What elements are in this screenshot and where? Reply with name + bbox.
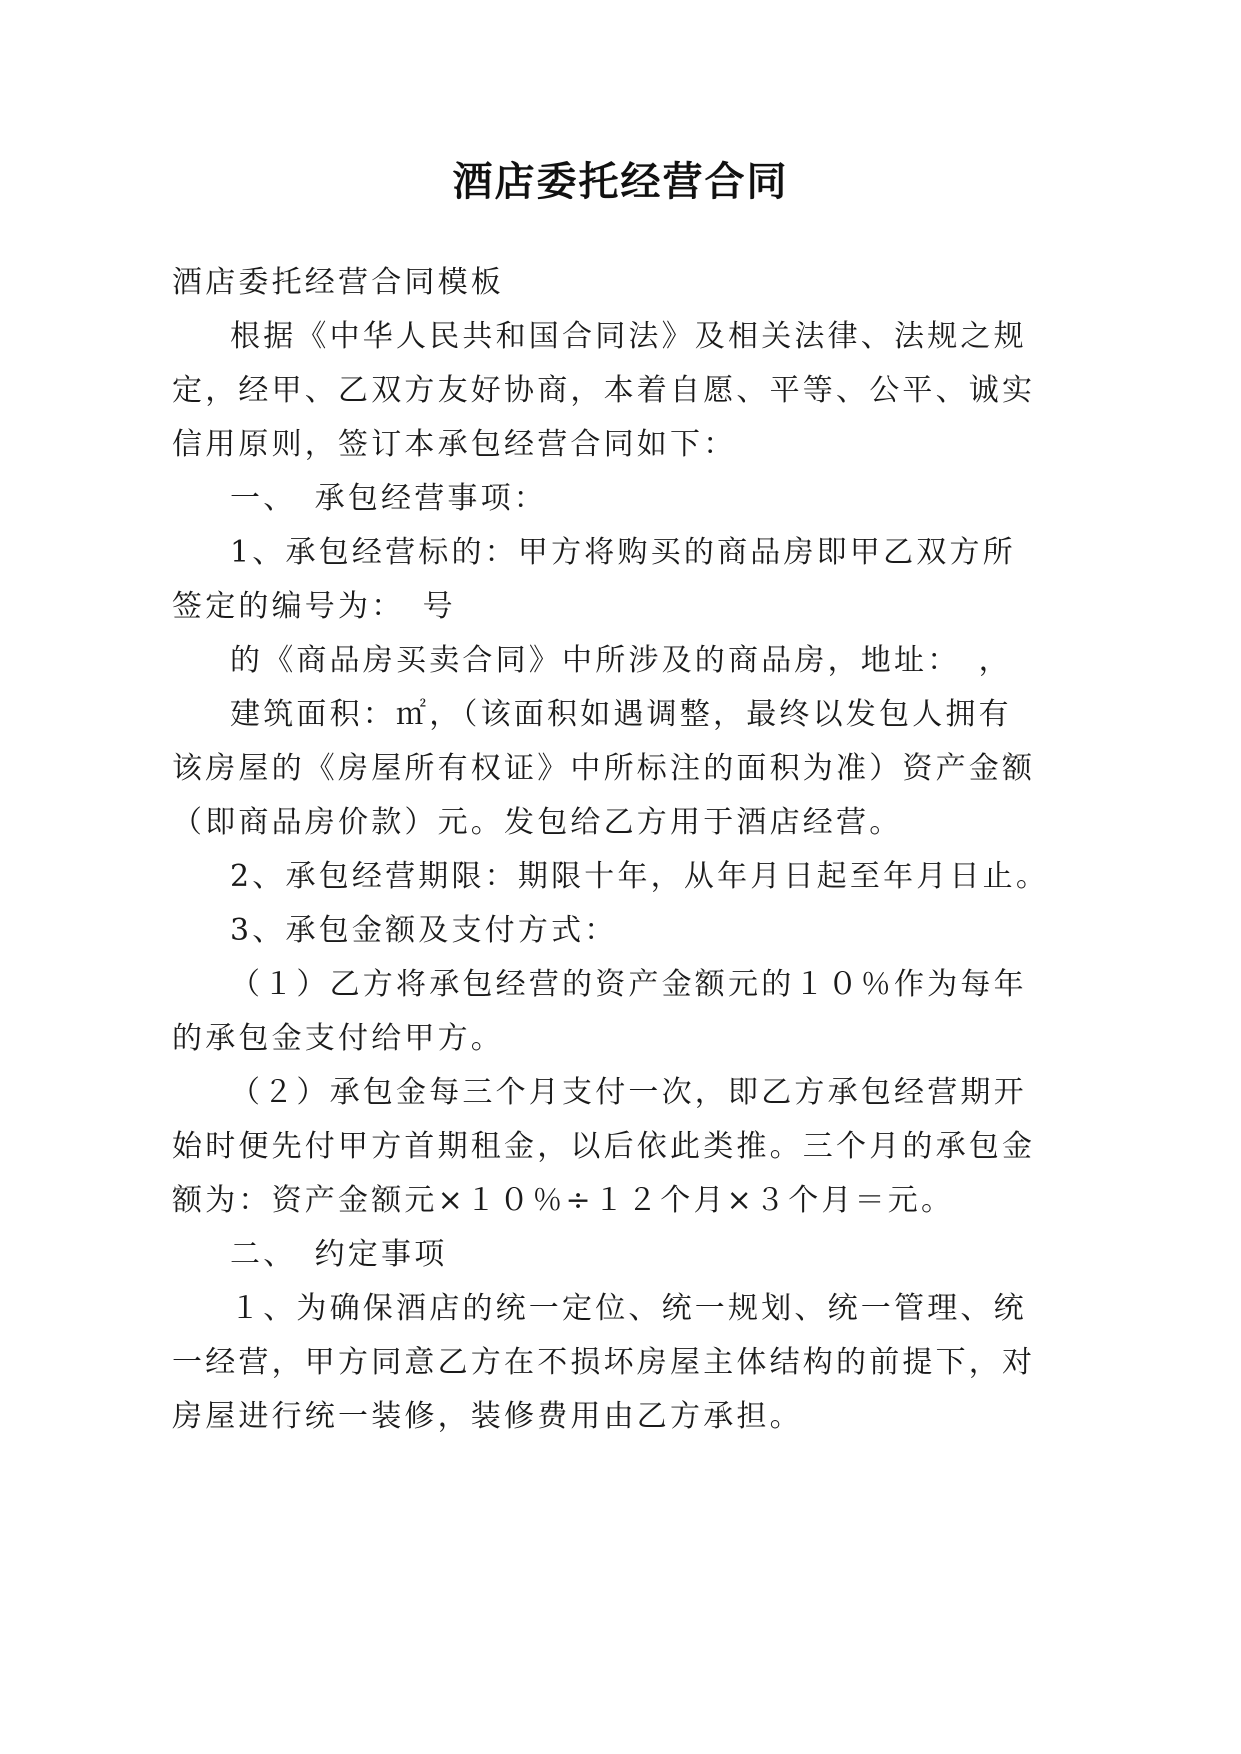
paragraph-line: 该房屋的《房屋所有权证》中所标注的面积为准）资产金额 <box>172 751 1036 786</box>
paragraph-line: 额为：资产金额元×１０％÷１２个月×３个月＝元。 <box>172 1183 955 1218</box>
paragraph-line: 定，经甲、乙双方友好协商，本着自愿、平等、公平、诚实 <box>172 373 1036 408</box>
section-heading-2: 二、 约定事项 <box>230 1237 448 1272</box>
paragraph-line: 3、承包金额及支付方式： <box>230 913 618 948</box>
paragraph-line: 的承包金支付给甲方。 <box>172 1021 504 1056</box>
paragraph-line: 房屋进行统一装修，装修费用由乙方承担。 <box>172 1399 803 1434</box>
paragraph-line: （１）乙方将承包经营的资产金额元的１０％作为每年 <box>230 967 1027 1002</box>
paragraph-line: （２）承包金每三个月支付一次，即乙方承包经营期开 <box>230 1075 1027 1110</box>
paragraph-line: 签定的编号为： 号 <box>172 589 456 624</box>
paragraph-line: 根据《中华人民共和国合同法》及相关法律、法规之规 <box>230 319 1027 354</box>
paragraph-line: １、为确保酒店的统一定位、统一规划、统一管理、统 <box>230 1291 1027 1326</box>
paragraph-line: 一经营，甲方同意乙方在不损坏房屋主体结构的前提下，对 <box>172 1345 1036 1380</box>
paragraph-line: （即商品房价款）元。发包给乙方用于酒店经营。 <box>172 805 903 840</box>
paragraph-line: 的《商品房买卖合同》中所涉及的商品房，地址： ， <box>230 643 1012 678</box>
paragraph-line: 建筑面积：㎡，（该面积如遇调整，最终以发包人拥有 <box>230 697 1012 732</box>
section-heading-1: 一、 承包经营事项： <box>230 481 547 516</box>
subtitle-line: 酒店委托经营合同模板 <box>172 265 504 300</box>
paragraph-line: 2、承包经营期限：期限十年，从年月日起至年月日止。 <box>230 859 1050 894</box>
document-title: 酒店委托经营合同 <box>452 159 789 205</box>
paragraph-line: 1、承包经营标的：甲方将购买的商品房即甲乙双方所 <box>230 535 1016 570</box>
paragraph-line: 信用原则，签订本承包经营合同如下： <box>172 427 737 462</box>
paragraph-line: 始时便先付甲方首期租金，以后依此类推。三个月的承包金 <box>172 1129 1036 1164</box>
